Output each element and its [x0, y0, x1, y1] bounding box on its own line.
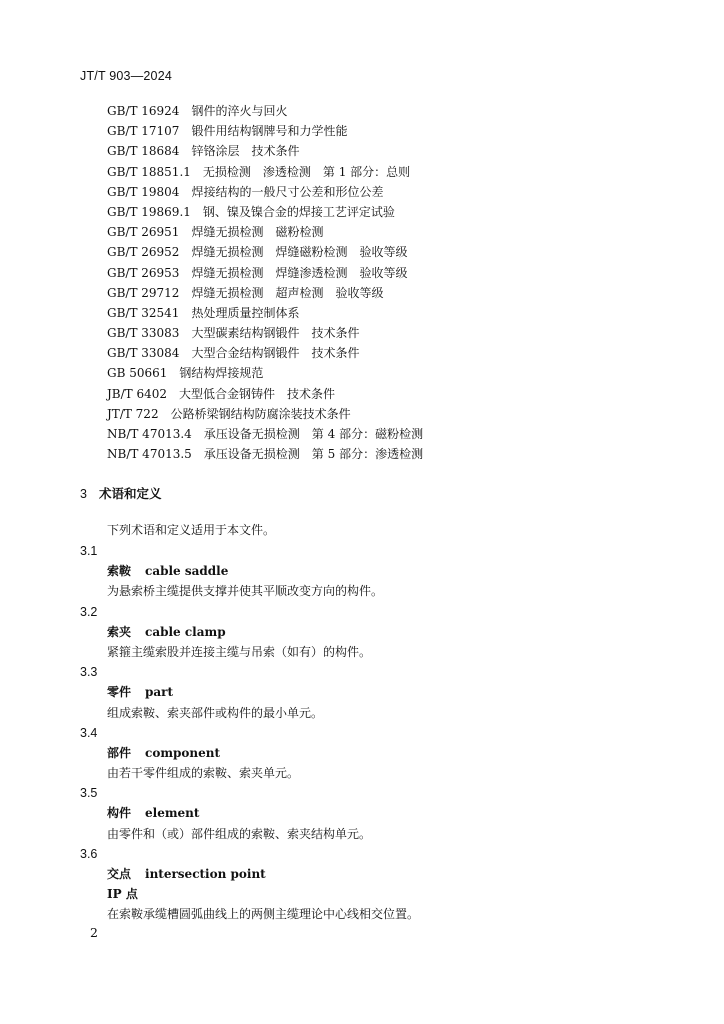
term-number: 3.1 [80, 544, 98, 558]
term-entry [80, 844, 680, 925]
reference-item: GB/T 17107 锻件用结构钢牌号和力学性能 [107, 124, 348, 139]
term-chinese: 索鞍 [107, 564, 132, 579]
term-heading [107, 803, 680, 823]
term-heading [107, 864, 680, 884]
term-english: intersection point [145, 867, 266, 881]
section-number: 3 [80, 487, 87, 501]
term-number: 3.3 [80, 665, 98, 680]
term-chinese: 零件 [107, 685, 132, 700]
term-heading [107, 682, 680, 702]
reference-item: GB/T 33083 大型碳素结构钢锻件 技术条件 [107, 326, 360, 341]
term-english: element [145, 806, 200, 821]
term-alternative: IP 点 [107, 887, 138, 902]
term-definition: 在索鞍承缆槽圆弧曲线上的两侧主缆理论中心线相交位置。 [107, 907, 420, 922]
term-heading [107, 561, 680, 581]
section-title: 术语和定义 [98, 486, 162, 501]
reference-item: GB/T 16924 钢件的淬火与回火 [107, 104, 288, 118]
term-chinese: 构件 [107, 806, 132, 821]
reference-item: GB/T 19869.1 钢、镍及镍合金的焊接工艺评定试验 [107, 204, 395, 219]
reference-item: GB/T 29712 焊缝无损检测 超声检测 验收等级 [107, 285, 384, 300]
reference-item: NB/T 47013.5 承压设备无损检测 第 5 部分：渗透检测 [107, 447, 424, 462]
reference-item: GB 50661 钢结构焊接规范 [107, 366, 264, 381]
term-definition: 由若干零件组成的索鞍、索夹单元。 [107, 766, 300, 781]
term-entry [80, 723, 680, 784]
reference-item: GB/T 19804 焊接结构的一般尺寸公差和形位公差 [107, 184, 384, 199]
reference-item: GB/T 18684 锌铬涂层 技术条件 [107, 144, 300, 159]
term-number: 3.6 [80, 846, 98, 861]
page-number: 2 [90, 925, 98, 940]
term-english: part [145, 685, 174, 700]
term-chinese: 索夹 [107, 624, 132, 639]
term-heading [107, 743, 680, 763]
section-heading [80, 484, 161, 502]
term-chinese: 部件 [107, 745, 132, 760]
reference-item: JT/T 722 公路桥梁钢结构防腐涂装技术条件 [107, 406, 351, 421]
term-number: 3.5 [80, 786, 98, 801]
term-definition: 由零件和（或）部件组成的索鞍、索夹结构单元。 [107, 826, 372, 841]
term-definition: 组成索鞍、索夹部件或构件的最小单元。 [107, 705, 324, 720]
reference-item: GB/T 32541 热处理质量控制体系 [107, 305, 300, 320]
term-number: 3.2 [80, 604, 98, 619]
term-number: 3.4 [80, 725, 98, 740]
term-entry [80, 541, 680, 602]
term-chinese: 交点 [107, 867, 132, 881]
term-entry [80, 783, 680, 844]
reference-item: GB/T 26952 焊缝无损检测 焊缝磁粉检测 验收等级 [107, 245, 408, 260]
reference-item: NB/T 47013.4 承压设备无损检测 第 4 部分：磁粉检测 [107, 427, 424, 441]
reference-item: JB/T 6402 大型低合金钢铸件 技术条件 [107, 386, 336, 401]
section-intro: 下列术语和定义适用于本文件。 [107, 523, 276, 537]
document-id-header: JT/T 903—2024 [80, 69, 173, 83]
term-definition: 为悬索桥主缆提供支撑并使其平顺改变方向的构件。 [107, 584, 384, 599]
terms-list [80, 541, 680, 925]
term-english: cable saddle [145, 564, 229, 579]
term-entry [80, 662, 680, 723]
reference-item: GB/T 33084 大型合金结构钢锻件 技术条件 [107, 346, 360, 361]
term-english: cable clamp [145, 624, 226, 639]
term-english: component [145, 745, 221, 760]
term-heading [107, 622, 680, 642]
normative-references-list [107, 101, 423, 464]
reference-item: GB/T 18851.1 无损检测 渗透检测 第 1 部分：总则 [107, 164, 411, 179]
term-definition: 紧箍主缆索股并连接主缆与吊索（如有）的构件。 [107, 644, 372, 659]
term-entry [80, 602, 680, 663]
reference-item: GB/T 26953 焊缝无损检测 焊缝渗透检测 验收等级 [107, 265, 408, 280]
reference-item: GB/T 26951 焊缝无损检测 磁粉检测 [107, 225, 324, 240]
